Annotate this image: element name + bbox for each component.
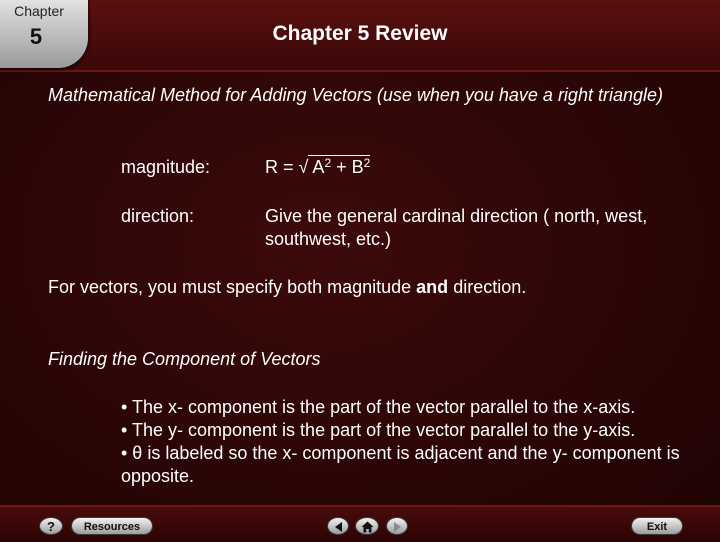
magnitude-formula	[265, 156, 370, 179]
specify-text	[48, 276, 708, 299]
home-button[interactable]	[355, 517, 379, 535]
term-b: + B	[331, 157, 364, 177]
chapter-number: 5	[29, 24, 43, 49]
previous-arrow-icon	[335, 522, 342, 532]
chapter-tab	[0, 0, 88, 68]
specify-text-end: direction.	[448, 277, 527, 297]
previous-button[interactable]	[327, 517, 349, 535]
bullet-list	[121, 396, 711, 488]
slide-title: Chapter 5 Review	[272, 22, 448, 45]
formula-lhs: R =	[265, 157, 299, 177]
specify-text-bold: and	[416, 277, 449, 297]
intro-text: Mathematical Method for Adding Vectors (use when you have a right triangle)	[48, 85, 663, 105]
term-a: A	[312, 157, 325, 177]
chapter-label: Chapter	[14, 3, 64, 19]
sqrt-symbol: √	[298, 157, 309, 177]
next-arrow-icon	[394, 522, 401, 532]
bullet-item: • The x- component is the part of the vector parallel to the x-axis.	[121, 397, 636, 417]
resources-button[interactable]: Resources	[71, 517, 153, 535]
exponent-b: 2	[363, 156, 371, 170]
header-divider	[0, 70, 720, 72]
bullet-item: • θ is labeled so the x- component is adjacent and the y- component is opposite.	[121, 443, 680, 486]
help-button[interactable]: ?	[39, 517, 63, 535]
footer-bar	[0, 505, 720, 542]
specify-text-start: For vectors, you must specify both magnitude	[48, 277, 417, 297]
direction-label: direction:	[121, 206, 195, 226]
bullet-item: • The y- component is the part of the vector parallel to the y-axis.	[121, 420, 636, 440]
direction-text: Give the general cardinal direction ( north, west, southwest, etc.)	[265, 206, 648, 249]
magnitude-label: magnitude:	[121, 157, 211, 177]
home-icon	[361, 521, 374, 533]
radicand	[308, 155, 370, 177]
next-button[interactable]	[386, 517, 408, 535]
exponent-a: 2	[324, 156, 332, 170]
components-heading: Finding the Component of Vectors	[48, 349, 321, 369]
exit-button[interactable]: Exit	[631, 517, 683, 535]
